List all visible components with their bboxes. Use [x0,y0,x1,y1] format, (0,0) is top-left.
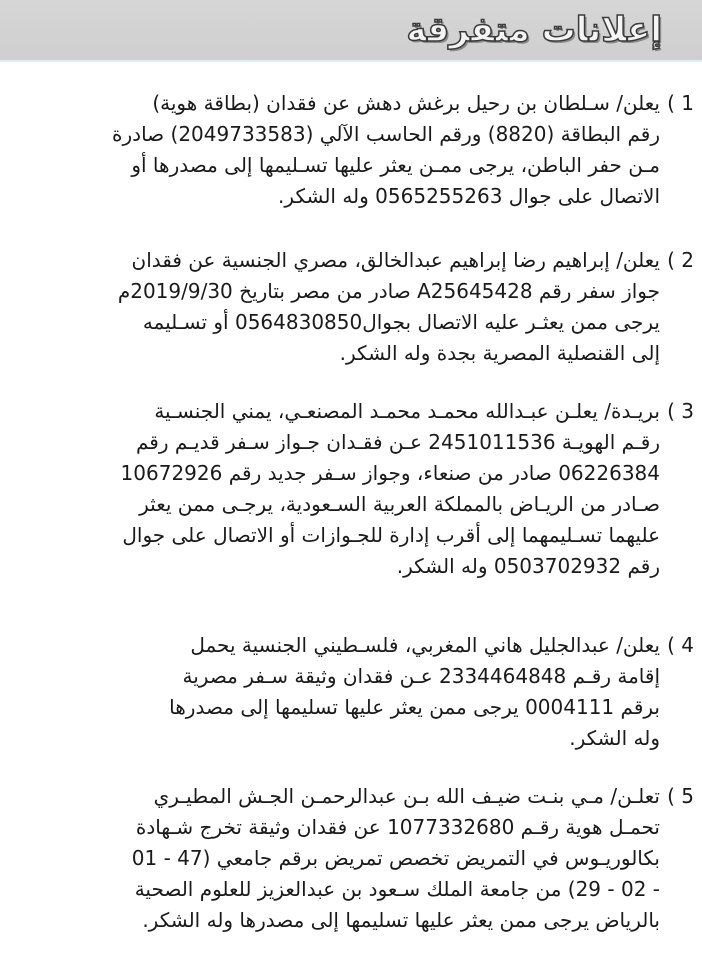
ad-number: 5 ) [667,784,694,808]
section-header [0,0,702,62]
ad-line: رقم البطاقة (8820) ورقم الحاسب الآلي (2049733583) صادرة [112,122,660,146]
ad-line: رقم 0503702932 وله الشكر. [396,554,660,578]
ad-line: برقم 0004111 يرجى ممن يعثر عليها تسليمها إلى مصدرها [169,695,660,719]
ad-line: 4 )يعلن/ عبدالجليل هاني المغربي، فلسـطيني الجنسية يحمل [6,630,694,661]
ad-line: - 02 - 29) من جامعة الملك سـعود بن عبدالعزيز للعلوم الصحية [134,877,660,901]
ad-line: وله الشكر. [569,726,660,750]
classified-ad-2 [0,245,702,369]
ad-line: 5 )تعلـن/ مـي بنـت ضيـف الله بـن عبدالرحمـن الجـش المطيـري [6,781,694,812]
section-title: إعلانات متفرقة [406,10,662,50]
ad-line: يرجى ممن يعثـر عليه الاتصال بجوال0564830850 أو تسـليمه [142,310,660,334]
ad-line: صـادر من الريـاض بالمملكة العربية السـعودية، يرجـى ممن يعثر [139,492,660,516]
ad-line: جواز سفر رقم A25645428 صادر من مصر بتاريخ 2019/9/30م [117,279,660,303]
ad-line: 1 )يعلن/ سـلطان بن رحيل برغش دهش عن فقدان (بطاقة هوية) [6,88,694,119]
ad-number: 3 ) [667,399,694,423]
classified-ad-4 [0,630,702,754]
ad-line: رقـم الهويـة 2451011536 عـن فقـدان جـواز سـفر قديـم رقم [135,430,660,454]
ad-line: 2 )يعلن/ إبراهيم رضا إبراهيم عبدالخالق، مصري الجنسية عن فقدان [6,245,694,276]
ad-line: بكالوريـوس في التمريض تخصص تمريض برقم جامعي (47 - 01 [131,846,660,870]
ad-line: إقامة رقـم 2334464848 عـن فقدان وثيقة سـفر مصرية [182,664,660,688]
ad-number: 4 ) [667,633,694,657]
ad-line: بالرياض يرجى ممن يعثر عليها تسليمها إلى مصدرها وله الشكر. [142,908,660,932]
ad-line: الاتصال على جوال 0565255263 وله الشكر. [278,184,660,208]
ad-line: تحمـل هوية رقـم 1077332680 عن فقدان وثيقة تخرج شـهادة [135,815,660,839]
ad-line: مـن حفر الباطن، يرجى ممـن يعثر عليها تسـليمها إلى مصدرها أو [131,153,660,177]
ad-line: إلى القنصلية المصرية بجدة وله الشكر. [339,341,660,365]
classified-ad-3 [0,396,702,582]
ad-number: 2 ) [667,248,694,272]
ad-line: 3 )بريـدة/ يعلـن عبـدالله محمـد محمـد المصنعـي، يمني الجنسـية [6,396,694,427]
classified-ad-5 [0,781,702,936]
ad-number: 1 ) [667,91,694,115]
ad-line: 06226384 صادر من صنعاء، وجواز سـفر جديد رقم 10672926 [120,461,660,485]
classified-ad-1 [0,88,702,212]
ad-line: عليهما تسـليمهما إلى أقرب إدارة للجـوازات أو الاتصال على جوال [122,523,660,547]
